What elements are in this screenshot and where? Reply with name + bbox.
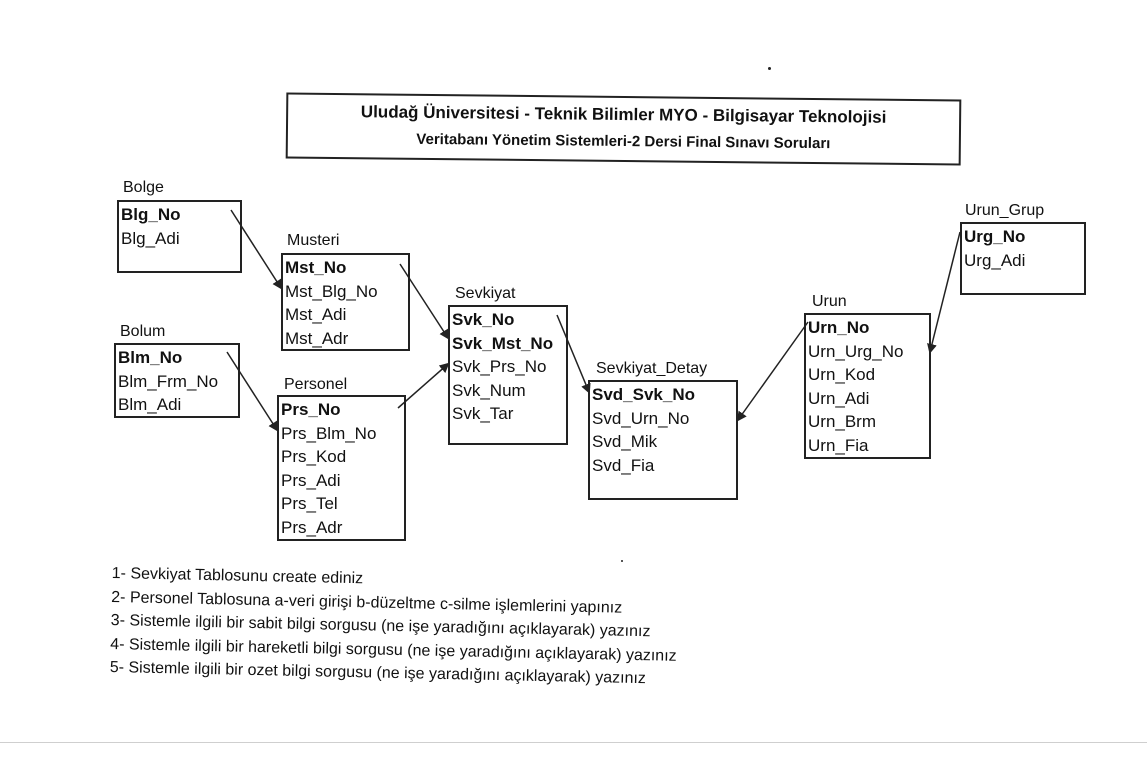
field-primary-key: Urn_No <box>808 318 870 337</box>
field: Prs_Blm_No <box>281 423 377 443</box>
field: Svk_Prs_No <box>452 357 547 376</box>
field: Svk_Tar <box>452 404 514 423</box>
table-sevkiyat-detay <box>588 380 738 500</box>
question-item: 3- Sistemle ilgili bir sabit bilgi sorgusu (ne işe yaradığını açıklayarak) yazınız <box>110 611 651 641</box>
question-item: 2- Personel Tablosuna a-veri girişi b-düzeltme c-silme işlemlerini yapınız <box>111 588 623 617</box>
table-title-personel: Personel <box>284 376 348 393</box>
table-bolge <box>117 200 242 273</box>
exam-header-title: Uludağ Üniversitesi - Teknik Bilimler MYO - Bilgisayar Teknolojisi <box>360 102 887 127</box>
relationship-arrow <box>930 232 960 352</box>
scan-speck <box>621 560 623 562</box>
field-primary-key: Blg_No <box>121 205 181 224</box>
field: Urn_Urg_No <box>808 341 904 361</box>
field: Prs_Adr <box>281 517 343 537</box>
exam-header-subtitle: Veritabanı Yönetim Sistemleri-2 Dersi Final Sınavı Soruları <box>416 130 831 153</box>
field: Svk_Num <box>452 380 526 400</box>
table-urun <box>804 313 931 459</box>
table-title-bolum: Bolum <box>120 323 166 340</box>
field: Urg_Adi <box>964 250 1026 270</box>
field: Prs_Kod <box>281 447 347 466</box>
field: Svd_Urn_No <box>592 408 690 428</box>
field: Mst_Blg_No <box>285 281 378 301</box>
table-bolum <box>114 343 240 418</box>
field-primary-key: Svk_No <box>452 310 515 329</box>
field: Blg_Adi <box>121 228 180 248</box>
table-title-musteri: Musteri <box>287 232 340 249</box>
scan-speck <box>768 67 771 70</box>
page-bottom-edge <box>0 742 1147 768</box>
table-title-urun-grup: Urun_Grup <box>965 202 1045 219</box>
field: Urn_Fia <box>808 435 869 455</box>
field: Svd_Fia <box>592 455 655 475</box>
table-personel <box>277 395 406 541</box>
field: Svd_Mik <box>592 432 658 451</box>
question-item: 5- Sistemle ilgili bir ozet bilgi sorgusu (ne işe yaradığını açıklayarak) yazınız <box>109 658 647 688</box>
field: Prs_Tel <box>281 494 338 513</box>
relationship-arrow <box>738 322 808 420</box>
field: Urn_Brm <box>808 412 877 431</box>
field-primary-key: Mst_No <box>285 258 347 277</box>
table-title-sevkiyat-detay: Sevkiyat_Detay <box>596 360 708 377</box>
field-primary-key: Urg_No <box>964 227 1026 246</box>
field: Mst_Adi <box>285 305 347 324</box>
table-sevkiyat <box>448 305 568 445</box>
field-primary-key: Prs_No <box>281 400 341 419</box>
field: Blm_Adi <box>118 395 182 414</box>
field: Mst_Adr <box>285 328 349 348</box>
exam-header <box>286 92 962 165</box>
field: Blm_Frm_No <box>118 371 219 391</box>
question-item: 1- Sevkiyat Tablosunu create ediniz <box>111 564 364 588</box>
question-list <box>110 562 832 695</box>
field-primary-key: Svk_Mst_No <box>452 333 554 353</box>
table-title-urun: Urun <box>812 293 847 310</box>
field-primary-key: Blm_No <box>118 348 183 367</box>
question-item: 4- Sistemle ilgili bir hareketli bilgi sorgusu (ne işe yaradığını açıklayarak) yazınız <box>110 635 677 665</box>
table-urun-grup <box>960 222 1086 295</box>
field: Urn_Adi <box>808 388 870 408</box>
field: Prs_Adi <box>281 470 341 490</box>
table-musteri <box>281 253 410 351</box>
table-title-bolge: Bolge <box>123 179 164 196</box>
table-title-sevkiyat: Sevkiyat <box>455 285 516 302</box>
field-primary-key: Svd_Svk_No <box>592 385 695 404</box>
field: Urn_Kod <box>808 365 876 384</box>
